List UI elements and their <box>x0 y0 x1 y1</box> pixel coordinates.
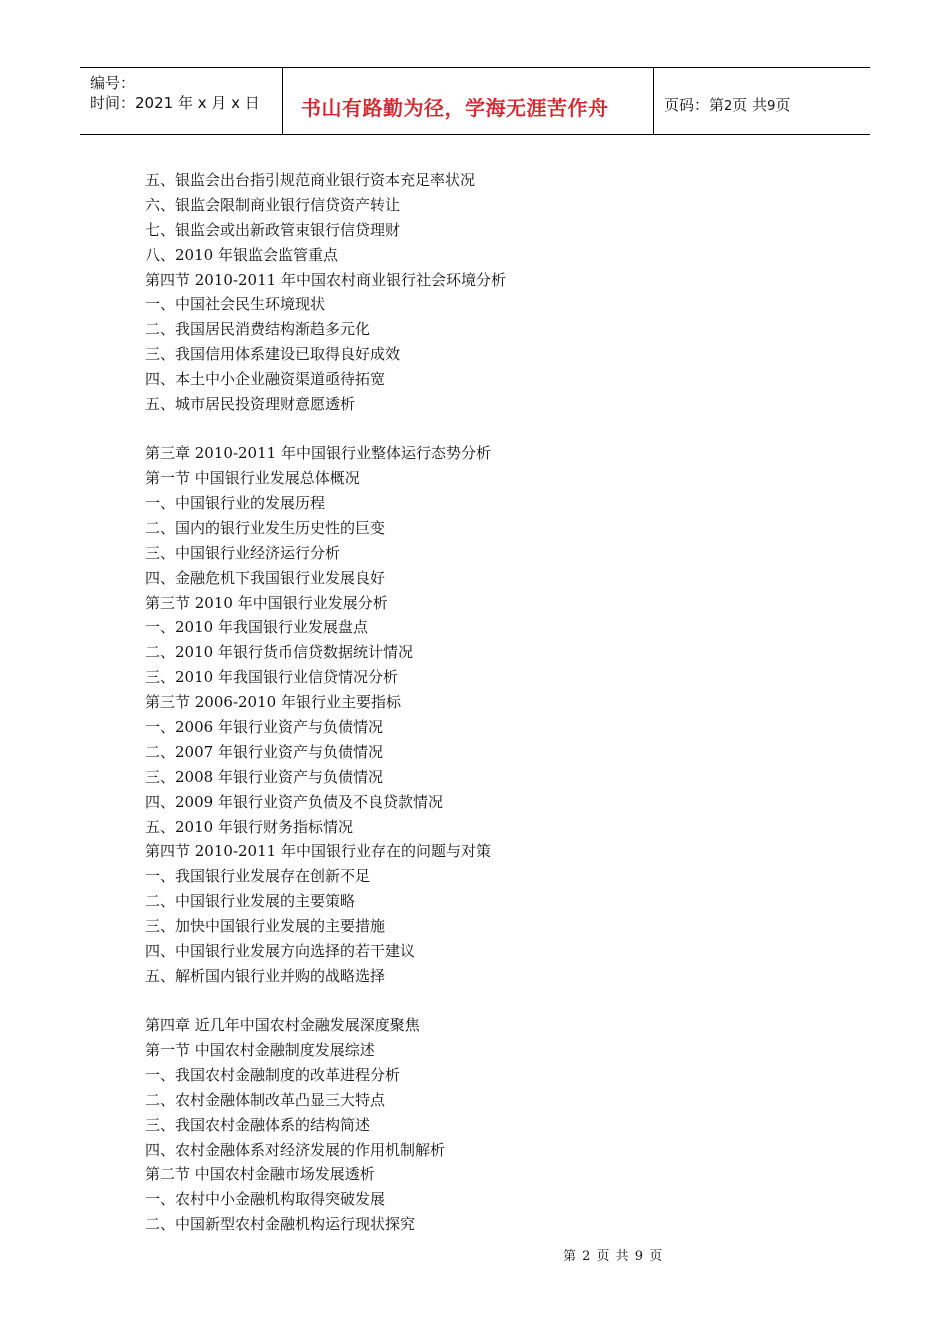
toc-line: 三、加快中国银行业发展的主要措施 <box>145 917 386 936</box>
toc-line: 四、中国银行业发展方向选择的若干建议 <box>145 942 416 961</box>
toc-line: 三、我国信用体系建设已取得良好成效 <box>145 345 401 364</box>
toc-line: 第四章 近几年中国农村金融发展深度聚焦 <box>145 1016 420 1035</box>
toc-line: 第一节 中国农村金融制度发展综述 <box>145 1040 375 1059</box>
toc-line: 三、2010 年我国银行业信贷情况分析 <box>145 668 398 687</box>
toc-line: 一、农村中小金融机构取得突破发展 <box>145 1190 386 1209</box>
page-header <box>80 67 870 135</box>
header-page-current: 2 <box>724 99 733 114</box>
header-page-number: 页码：第2页 共9页 <box>664 96 791 114</box>
toc-line: 四、农村金融体系对经济发展的作用机制解析 <box>145 1140 446 1159</box>
document-number-label: 编号： <box>90 74 136 92</box>
toc-line: 二、2010 年银行货币信贷数据统计情况 <box>145 643 413 662</box>
toc-line: 七、银监会或出新政管束银行信贷理财 <box>145 220 401 239</box>
toc-line: 一、2010 年我国银行业发展盘点 <box>145 618 368 637</box>
toc-line: 第二节 中国农村金融市场发展透析 <box>145 1165 375 1184</box>
toc-line: 五、解析国内银行业并购的战略选择 <box>145 966 386 985</box>
toc-line: 五、城市居民投资理财意愿透析 <box>145 395 356 414</box>
toc-line: 第三节 2010 年中国银行业发展分析 <box>145 593 388 612</box>
toc-line: 第三节 2006-2010 年银行业主要指标 <box>145 693 401 712</box>
toc-line: 一、我国农村金融制度的改革进程分析 <box>145 1065 401 1084</box>
blank-line <box>145 417 845 441</box>
page-footer: 第 2 页 共 9 页 <box>563 1249 663 1264</box>
toc-line: 一、中国社会民生环境现状 <box>145 295 326 314</box>
toc-line: 第四节 2010-2011 年中国农村商业银行社会环境分析 <box>145 270 506 289</box>
toc-line: 三、2008 年银行业资产与负债情况 <box>145 767 383 786</box>
toc-line: 一、我国银行业发展存在创新不足 <box>145 867 371 886</box>
header-motto: 书山有路勤为径，学海无涯苦作舟 <box>301 96 609 120</box>
toc-line: 一、2006 年银行业资产与负债情况 <box>145 718 383 736</box>
toc-line: 一、中国银行业的发展历程 <box>145 493 326 512</box>
header-motto-cell <box>283 68 654 134</box>
toc-line: 四、金融危机下我国银行业发展良好 <box>145 568 386 587</box>
toc-line: 三、中国银行业经济运行分析 <box>145 543 341 562</box>
toc-line: 二、2007 年银行业资产与负债情况 <box>145 742 383 761</box>
toc-line: 五、2010 年银行财务指标情况 <box>145 817 353 836</box>
toc-line: 四、2009 年银行业资产负债及不良贷款情况 <box>145 792 443 811</box>
toc-line: 四、本土中小企业融资渠道亟待拓宽 <box>145 370 386 389</box>
document-time-label: 时间：2021 年 x 月 x 日 <box>90 94 260 112</box>
toc-line: 二、农村金融体制改革凸显三大特点 <box>145 1090 386 1109</box>
toc-line: 二、中国银行业发展的主要策略 <box>145 892 356 911</box>
header-page-total: 9 <box>767 99 776 114</box>
toc-line: 二、中国新型农村金融机构运行现状探究 <box>145 1215 416 1234</box>
toc-line: 第四节 2010-2011 年中国银行业存在的问题与对策 <box>145 842 491 861</box>
toc-line: 五、银监会出台指引规范商业银行资本充足率状况 <box>145 171 476 189</box>
header-page-cell <box>654 68 870 134</box>
table-of-contents <box>145 168 845 1237</box>
toc-line: 三、我国农村金融体系的结构简述 <box>145 1115 371 1134</box>
blank-line <box>145 989 845 1013</box>
toc-line: 二、国内的银行业发生历史性的巨变 <box>145 518 386 537</box>
toc-line: 八、2010 年银监会监管重点 <box>145 245 338 264</box>
toc-line: 第三章 2010-2011 年中国银行业整体运行态势分析 <box>145 444 491 463</box>
toc-line: 第一节 中国银行业发展总体概况 <box>145 469 360 488</box>
toc-line: 二、我国居民消费结构渐趋多元化 <box>145 320 371 339</box>
header-info-cell <box>80 68 283 134</box>
toc-line: 六、银监会限制商业银行信贷资产转让 <box>145 195 401 214</box>
